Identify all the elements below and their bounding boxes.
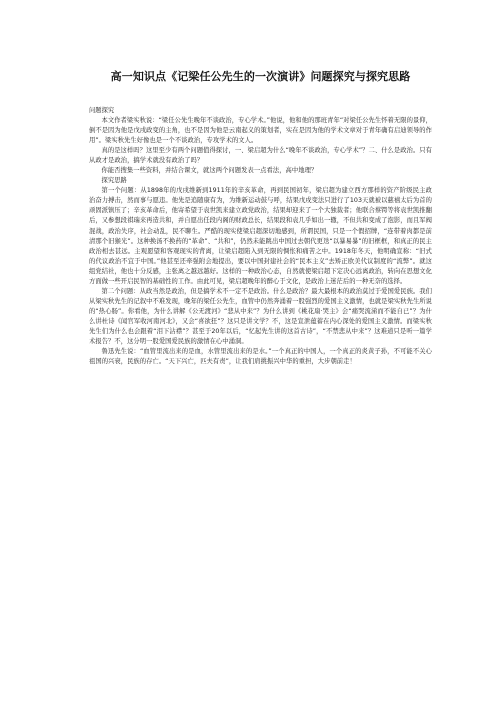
paragraph-2: 真的是这样吗？这里至少有两个问题值得探讨，一、梁启超为什么“晚年不谈政治，专心学术”？二、什么是政治。只有从政才是政治，搞学术就没有政治了吗？	[89, 147, 432, 165]
thinking-heading: 探究思路	[101, 177, 127, 185]
document-title: 高一知识点《记梁任公先生的一次演讲》问题探究与探究思路	[110, 70, 411, 83]
paragraph-6: 鲁迅先生说：“血管里流出来的是血，水管里流出来的是水。”一个真正的中国人，一个真正的炎黄子孙，不可能不关心祖国的兴衰，民族的存亡。“天下兴亡，匹夫有责”，让我们肩挑振兴中华的重担，大步朝前走！	[89, 348, 432, 366]
paragraph-3: 你能否搜集一些资料，并结合课文，就这两个问题发表一点看法，高中地理？	[101, 167, 318, 175]
problem-heading: 问题探究	[89, 107, 115, 114]
paragraph-1: 本文作者梁实秋说：“梁任公先生晚年不谈政治，专心学术。”他说，他和他的那班青年“对梁任公先生怀着无限的景仰，倒不是因为他是戊戌政变的主角，也不是因为他是云南起义的策划者，实在是因为他的学术文章对于青年确有启迪领导的作用”。梁实秋先生好像也是一个不谈政治，专攻学术的文人。	[89, 117, 432, 145]
paragraph-5: 第二个问题：从政当然是政治，但是搞学术不一定不是政治。什么是政治？最大最根本的政治莫过于爱国爱民族。我们从梁实秋先生的记叙中不难发现，晚年的梁任公先生，血管中仍然奔涌着一股强烈的爱国主义激情，也就是梁实秋先生所说的“热心肠”。你看他，为什么讲解《公无渡河》“悲从中来”？为什么讲到《桃花扇·哭主》会“痛哭流涕而不能自已”？为什么讲杜诗《闻官军收河南河北》，又会“喜欲狂”？这只是讲文学？不，这是宣泄蕴蓄在内心深处的爱国主义激情。而梁实秋先生们为什么也会跟着“泪下沾襟”？甚至于20年以后，“忆起先生讲的这首古诗”，“不禁悲从中来”？这难道只是听一篇学术报告？不，这分明一股爱国爱民族的激情在心中涌洞。	[89, 287, 432, 346]
paragraph-4: 第一个问题：从1898年的戊戌维新到1911年的辛亥革命，再到民国初年，梁启超为建立西方那样的资产阶级民主政治奋力搏击，然而事与愿违。他先是追随康有为，为维新运动鼓与呼，结果戊戌变法只进行了103天就被以慈禧太后为首的顽固派镇压了；辛亥革命后，他寄希望于袁世凯来建立政党政治，结果却迎来了一个大独裁者；他联合蔡锷等将袁世凯推翻后，又参想段祺瑞来再造共和，并自愿出任段内阁的财政总长，结果段和袁几乎如出一辙，不但共和变成了泡影，而且军阀混战，政治失序，社会动乱，民不聊生。严酷的现实使梁启超深切地感到，所谓民国，只是一个假招牌，“连带着肉都是前清那个旧猴光”。这种换汤不换药的“革命”、“共和”，仍然未能跳出中国过去朝代更迭“以暴易暴”的旧框框，和真正的民主政治相去甚远。主观愿望和客观现实的背离，让梁启超陷入到无限的惆怅和痛苦之中。1918年冬天，他明确宣称：“旧式的代议政治不宜于中国。”他甚至还牵强附会地提出，要以中国封建社会的“民本主义”去矫正欧美代议制度的“流弊”。就这组党结社，他也十分反感，主张离之越远越好。这样的一种政治心态，自然就使梁启超下定决心远离政治，转向在思想文化方面做一些开启民智的基础性的工作。由此可见，梁启超晚年的醉心于文化，是政治上迷茫后的一种无奈的选择。	[89, 187, 432, 285]
